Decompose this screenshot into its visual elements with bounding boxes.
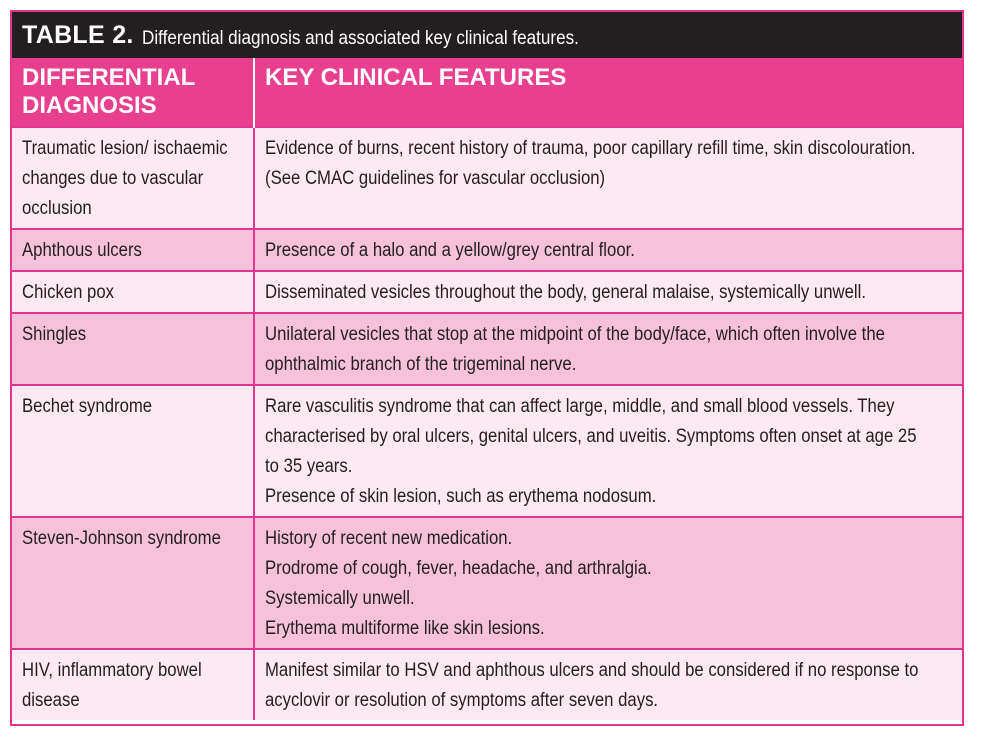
feature-line: History of recent new medication. <box>265 528 513 549</box>
table-number: TABLE 2. <box>22 21 134 49</box>
feature-line: Presence of a halo and a yellow/grey central floor. <box>265 240 635 261</box>
table-caption: Differential diagnosis and associated key clinical features. <box>141 28 579 49</box>
feature-line: Presence of skin lesion, such as erythema nodosum. <box>265 486 657 507</box>
diagnosis-table <box>12 58 962 720</box>
header-differential-diagnosis <box>12 58 254 127</box>
feature-line: characterised by oral ulcers, genital ulcers, and uveitis. Symptoms often onset at age 25 <box>265 426 917 447</box>
table-title-bar <box>12 12 962 58</box>
feature-line: Rare vasculitis syndrome that can affect large, middle, and small blood vessels. They <box>265 396 895 417</box>
diagnosis-line: Steven-Johnson syndrome <box>22 528 221 549</box>
diagnosis-line: HIV, inflammatory bowel <box>22 660 202 681</box>
header-line: DIFFERENTIAL <box>22 64 196 91</box>
diagnosis-line: Aphthous ulcers <box>22 240 142 261</box>
diagnosis-cell <box>12 271 254 313</box>
table-frame <box>10 10 964 726</box>
feature-line: ophthalmic branch of the trigeminal nerve. <box>265 354 577 375</box>
feature-line: Erythema multiforme like skin lesions. <box>265 618 545 639</box>
feature-line: Systemically unwell. <box>265 588 415 609</box>
features-cell <box>254 313 962 385</box>
table-row <box>12 229 962 271</box>
feature-line: Disseminated vesicles throughout the body, general malaise, systemically unwell. <box>265 282 866 303</box>
diagnosis-line: Bechet syndrome <box>22 396 153 417</box>
diagnosis-line: Shingles <box>22 324 87 345</box>
features-cell <box>254 385 962 517</box>
diagnosis-cell <box>12 649 254 720</box>
diagnosis-line: occlusion <box>22 198 92 219</box>
diagnosis-cell <box>12 517 254 649</box>
feature-line: (See CMAC guidelines for vascular occlusion) <box>265 168 606 189</box>
diagnosis-line: Chicken pox <box>22 282 115 303</box>
diagnosis-line: Traumatic lesion/ ischaemic <box>22 138 228 159</box>
feature-line: acyclovir or resolution of symptoms after seven days. <box>265 690 659 711</box>
table-row <box>12 313 962 385</box>
table-row <box>12 649 962 720</box>
diagnosis-cell <box>12 127 254 229</box>
feature-line: to 35 years. <box>265 456 353 477</box>
table-row <box>12 385 962 517</box>
diagnosis-line: changes due to vascular <box>22 168 204 189</box>
feature-line: Prodrome of cough, fever, headache, and arthralgia. <box>265 558 652 579</box>
diagnosis-cell <box>12 313 254 385</box>
features-cell <box>254 127 962 229</box>
feature-line: Unilateral vesicles that stop at the midpoint of the body/face, which often involve the <box>265 324 885 345</box>
header-key-clinical-features: KEY CLINICAL FEATURES <box>254 58 962 127</box>
diagnosis-cell <box>12 229 254 271</box>
feature-line: Evidence of burns, recent history of trauma, poor capillary refill time, skin discolouration. <box>265 138 916 159</box>
features-cell <box>254 271 962 313</box>
table-row <box>12 127 962 229</box>
header-line: DIAGNOSIS <box>22 92 157 119</box>
diagnosis-line: disease <box>22 690 80 711</box>
features-cell <box>254 517 962 649</box>
table-row <box>12 271 962 313</box>
diagnosis-cell <box>12 385 254 517</box>
feature-line: Manifest similar to HSV and aphthous ulcers and should be considered if no response to <box>265 660 919 681</box>
table-row <box>12 517 962 649</box>
features-cell <box>254 229 962 271</box>
header-row <box>12 58 962 127</box>
features-cell <box>254 649 962 720</box>
